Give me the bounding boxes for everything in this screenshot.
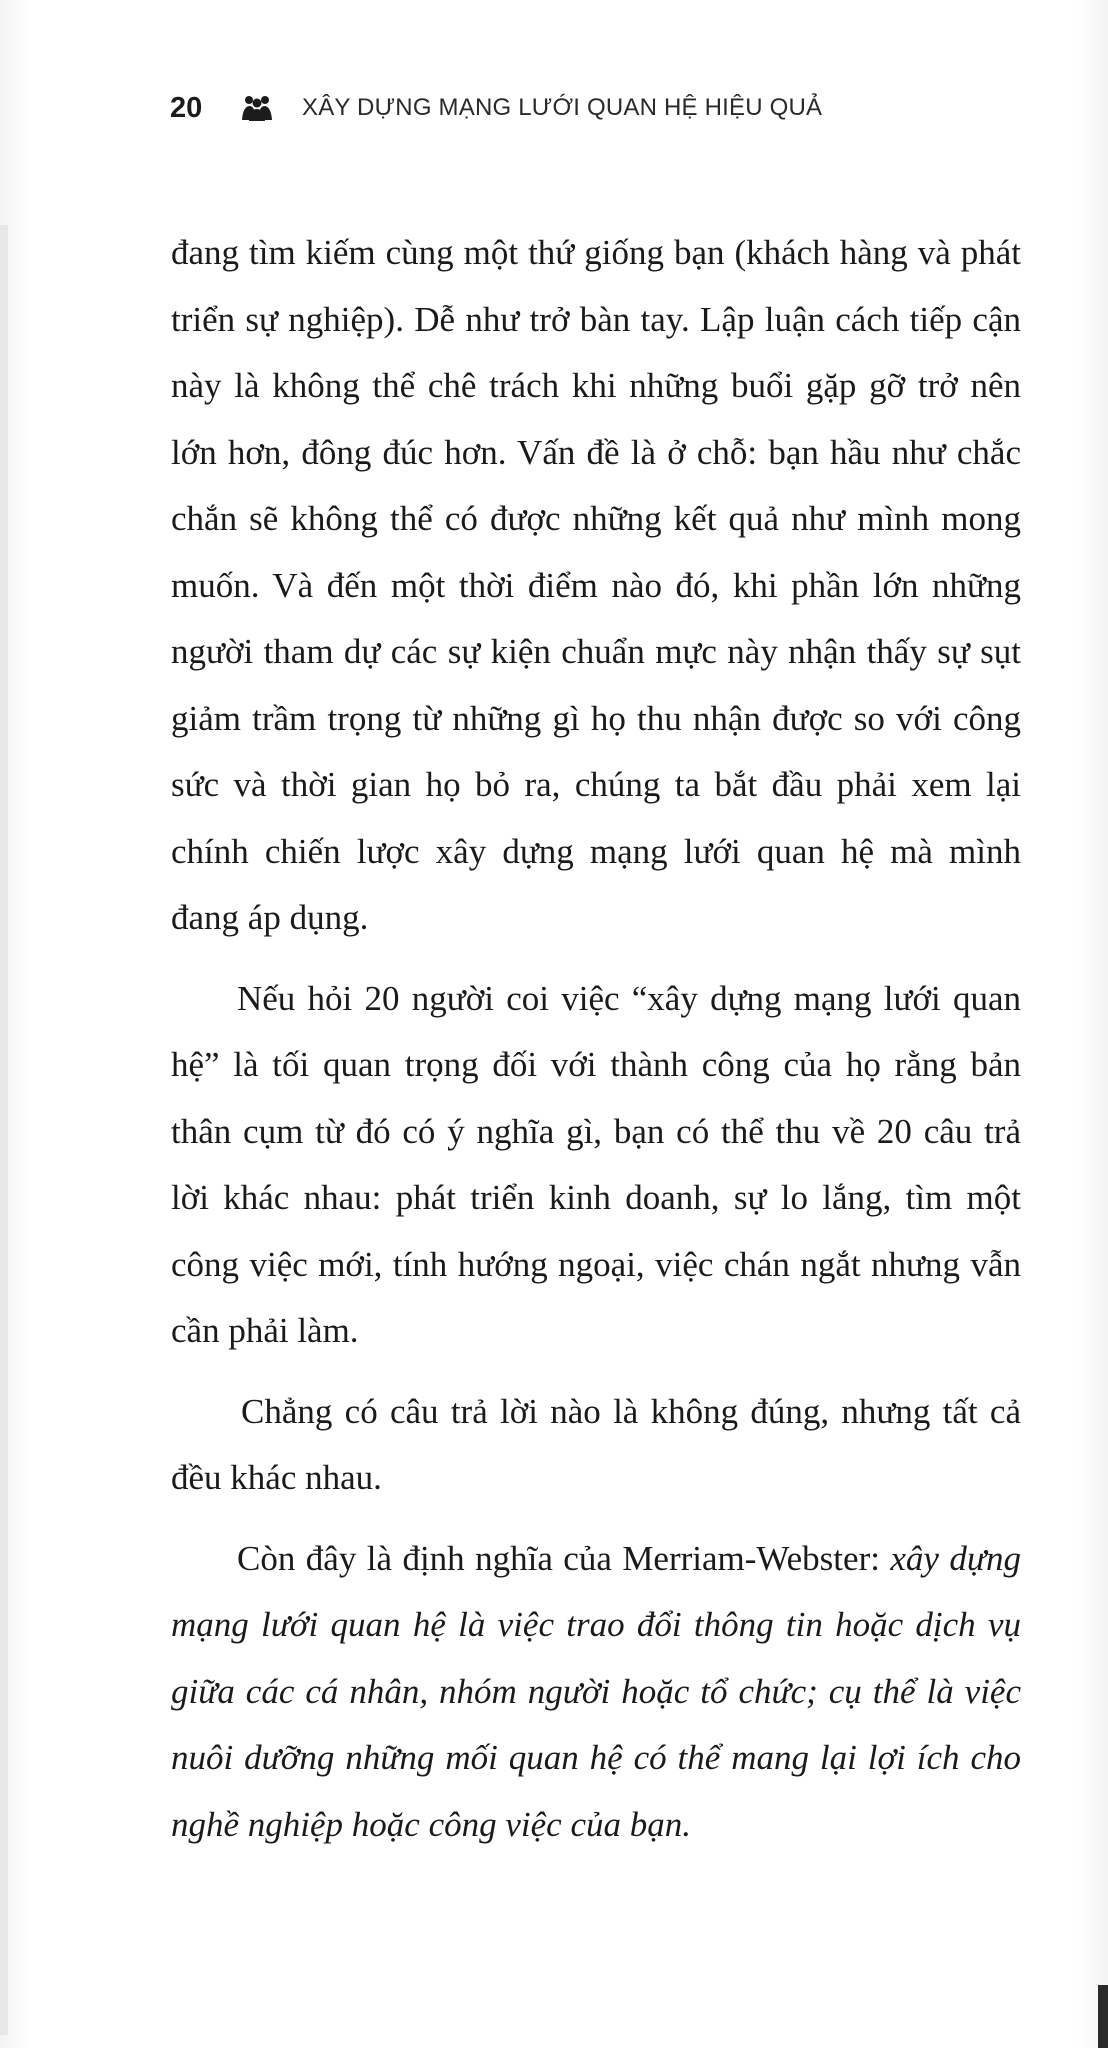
page-left-edge-shadow	[0, 225, 8, 2035]
page-number: 20	[170, 91, 203, 124]
people-group-icon	[240, 94, 274, 122]
paragraph-4	[171, 1526, 1021, 1859]
paragraph-2: Nếu hỏi 20 người coi việc “xây dựng mạng lưới quan hệ” là tối quan trọng đối với thành công của họ rằng bản thân cụm từ đó có ý nghĩa gì, bạn có thể thu về 20 câu trả lời khác nhau: phát triển kinh doanh, sự lo lắng, tìm một công việc mới, tính hướng ngoại, việc chán ngắt nhưng vẫn cần phải làm.	[171, 978, 1021, 1350]
page-corner-shadow	[1098, 1985, 1108, 2048]
running-header	[170, 86, 822, 130]
paragraph-4-lead: Còn đây là định nghĩa của Merriam-Webster:	[237, 1538, 891, 1578]
body-text	[171, 220, 1021, 1858]
paragraph-1: đang tìm kiếm cùng một thứ giống bạn (khách hàng và phát triển sự nghiệp). Dễ như trở bàn tay. Lập luận cách tiếp cận này là không thể chê trách khi những buổi gặp gỡ trở nên lớn hơn, đông đúc hơn. Vấn đề là ở chỗ: bạn hầu như chắc chắn sẽ không thể có được những kết quả như mình mong muốn. Và đến một thời điểm nào đó, khi phần lớn những người tham dự các sự kiện chuẩn mực này nhận thấy sự sụt giảm trầm trọng từ những gì họ thu nhận được so với công sức và thời gian họ bỏ ra, chúng ta bắt đầu phải xem lại chính chiến lược xây dựng mạng lưới quan hệ mà mình đang áp dụng.	[171, 233, 1021, 937]
definition-italic-text: xây dựng mạng lưới quan hệ là việc trao đổi thông tin hoặc dịch vụ giữa các cá nhân, nhóm người hoặc tổ chức; cụ thể là việc nuôi dưỡng những mối quan hệ có thể mang lại lợi ích cho nghề nghiệp hoặc công việc của bạn.	[171, 1538, 1021, 1844]
running-title: XÂY DỰNG MẠNG LƯỚI QUAN HỆ HIỆU QUẢ	[302, 94, 823, 121]
paragraph-3: Chẳng có câu trả lời nào là không đúng, nhưng tất cả đều khác nhau.	[171, 1391, 1021, 1497]
